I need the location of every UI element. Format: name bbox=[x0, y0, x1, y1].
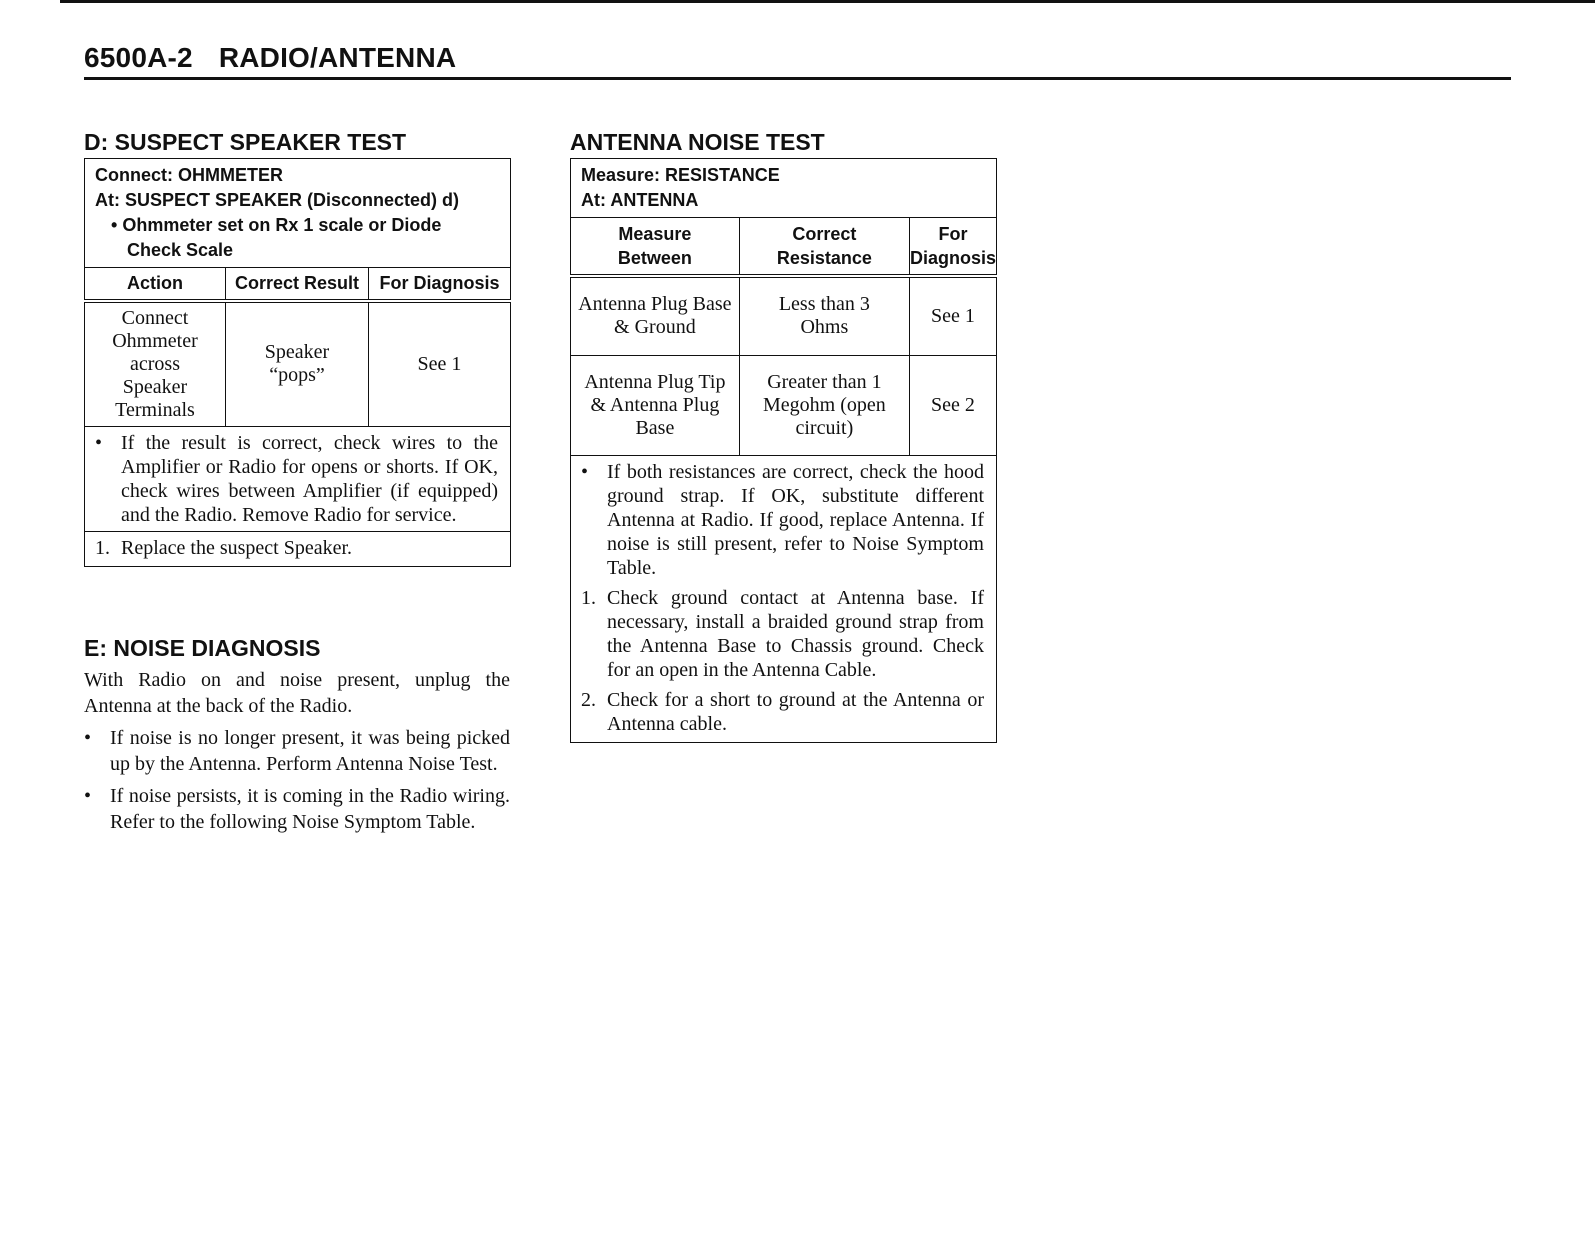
speaker-test-notes bbox=[85, 427, 511, 567]
column-header-correct-result: Correct Result bbox=[226, 268, 369, 301]
row-result: Speaker “pops” bbox=[226, 301, 369, 427]
speaker-test-table bbox=[84, 158, 511, 567]
column-header-for-diagnosis: For Diagnosis bbox=[909, 218, 996, 276]
column-header-for-diagnosis: For Diagnosis bbox=[369, 268, 511, 301]
row-resistance: Greater than 1 Megohm (open circuit) bbox=[739, 356, 909, 456]
antenna-test-notes bbox=[571, 456, 997, 743]
row-between: Antenna Plug Base & Ground bbox=[571, 276, 740, 356]
row-diagnosis: See 1 bbox=[909, 276, 996, 356]
note-2: 2. Check for a short to ground at the Antenna or Antenna cable. bbox=[581, 689, 984, 735]
page-number: 6500A-2 bbox=[84, 42, 193, 73]
speaker-test-heading: D: SUSPECT SPEAKER TEST bbox=[84, 129, 407, 155]
connect-line: Connect: OHMMETER bbox=[95, 165, 283, 185]
row-action: Connect Ohmmeter across Speaker Terminals bbox=[85, 301, 226, 427]
column-header-correct-resistance: Correct Resistance bbox=[739, 218, 909, 276]
noise-diagnosis-body bbox=[84, 667, 510, 835]
top-rule bbox=[60, 0, 1595, 3]
page-section-title: RADIO/ANTENNA bbox=[218, 42, 457, 73]
at-line: At: SUSPECT SPEAKER (Disconnected) d) bbox=[95, 190, 460, 210]
row-diagnosis: See 1 bbox=[369, 301, 511, 427]
column-header-action: Action bbox=[85, 268, 226, 301]
at-line: At: ANTENNA bbox=[581, 190, 699, 210]
note-1: 1. Replace the suspect Speaker. bbox=[95, 537, 353, 559]
noise-diagnosis-heading: E: NOISE DIAGNOSIS bbox=[84, 635, 321, 661]
measure-line: Measure: RESISTANCE bbox=[581, 165, 780, 185]
row-resistance: Less than 3 Ohms bbox=[739, 276, 909, 356]
title-rule bbox=[84, 77, 1511, 80]
noise-bullet: • If noise is no longer present, it was being picked up by the Antenna. Perform Antenna Noise Test. bbox=[84, 727, 510, 775]
antenna-test-heading: ANTENNA NOISE TEST bbox=[570, 129, 825, 155]
note-bullet: • If both resistances are correct, check the hood ground strap. If OK, substitute different Antenna at Radio. If good, replace Antenna. If noise is still present, refer to Noise Symptom Table. bbox=[581, 461, 984, 579]
noise-diagnosis-intro: With Radio on and noise present, unplug the Antenna at the back of the Radio. bbox=[84, 669, 510, 717]
page-title bbox=[84, 42, 456, 74]
row-diagnosis: See 2 bbox=[909, 356, 996, 456]
setting-line: • Ohmmeter set on Rx 1 scale or Diode Check Scale bbox=[111, 215, 442, 260]
speaker-test-header bbox=[85, 159, 511, 268]
noise-bullet: • If noise persists, it is coming in the Radio wiring. Refer to the following Noise Symptom Table. bbox=[84, 785, 510, 833]
column-header-measure-between: Measure Between bbox=[571, 218, 740, 276]
antenna-test-table bbox=[570, 158, 997, 743]
note-bullet: • If the result is correct, check wires to the Amplifier or Radio for opens or shorts. If OK, check wires between Amplifier (if equipped) and the Radio. Remove Radio for service. bbox=[95, 432, 498, 526]
note-1: 1. Check ground contact at Antenna base. If necessary, install a braided ground strap from the Antenna Base to Chassis ground. Check for an open in the Antenna Cable. bbox=[581, 587, 984, 681]
row-between: Antenna Plug Tip & Antenna Plug Base bbox=[571, 356, 740, 456]
antenna-test-header bbox=[571, 159, 997, 218]
